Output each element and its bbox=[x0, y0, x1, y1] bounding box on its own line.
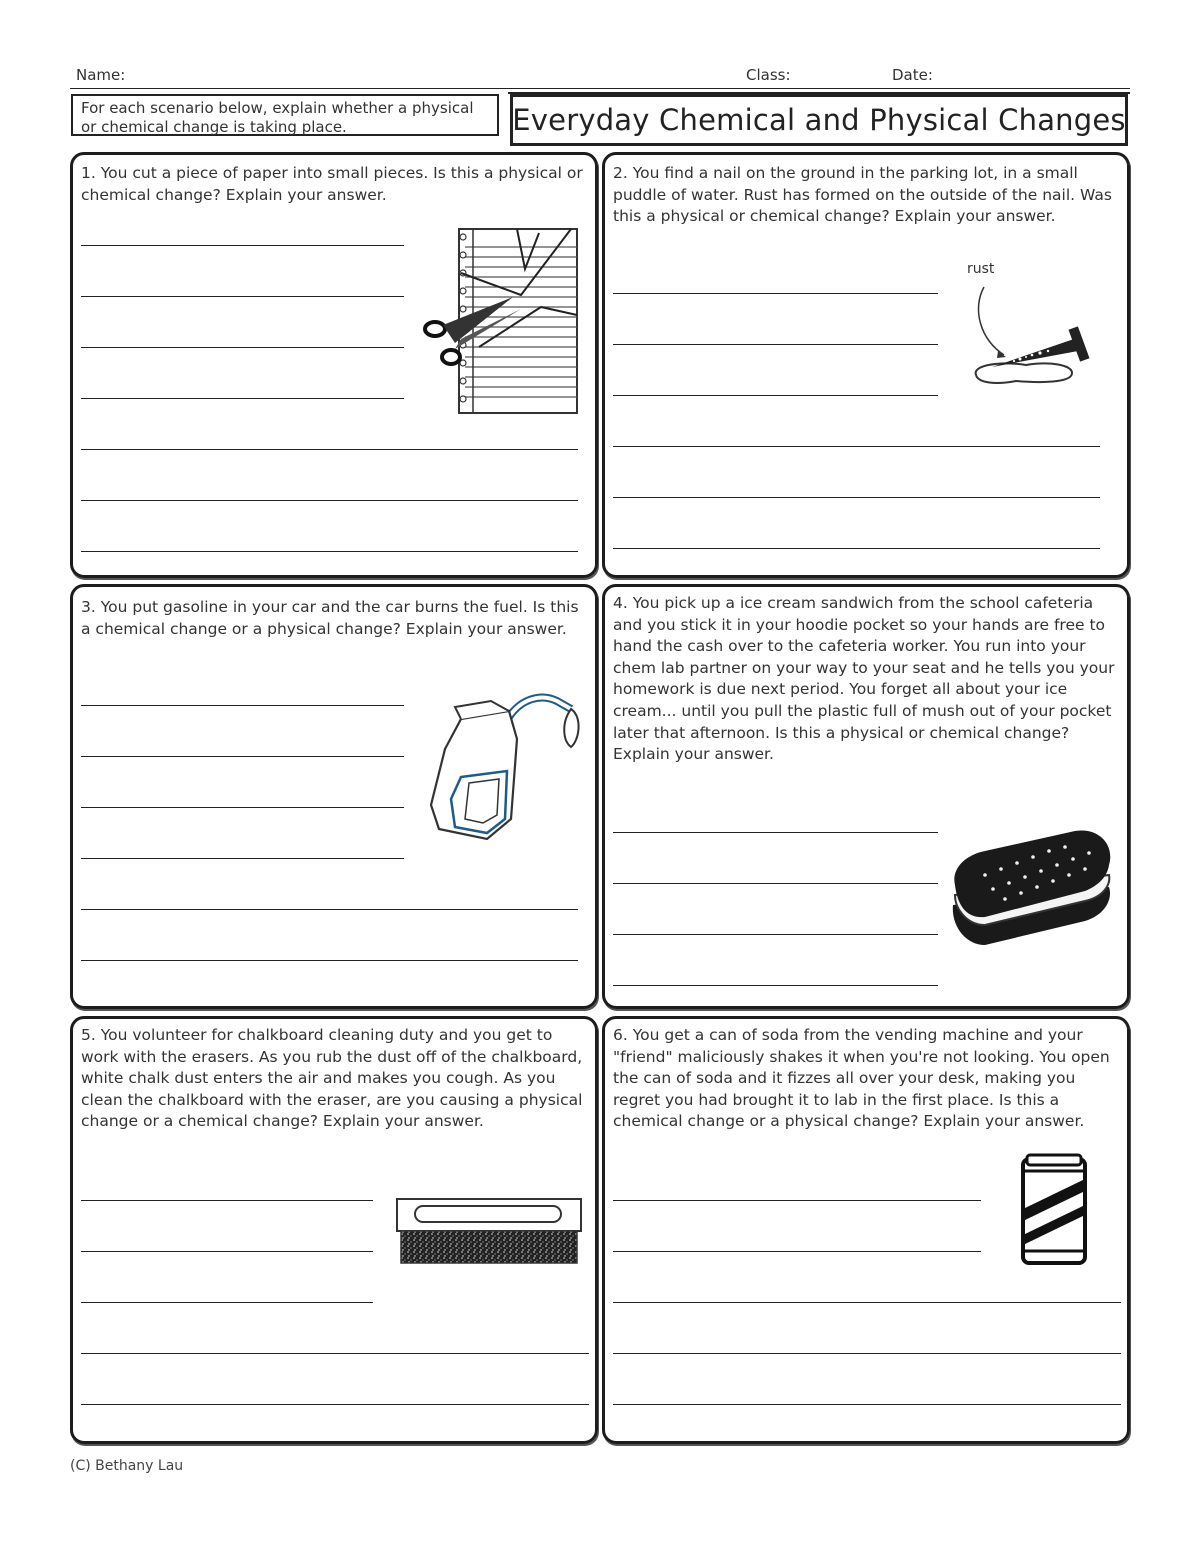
answer-line[interactable] bbox=[613, 985, 938, 986]
answer-line[interactable] bbox=[81, 1302, 373, 1303]
instructions-text: For each scenario below, explain whether a physical or chemical change is taking place. bbox=[81, 99, 474, 136]
class-date-field-line[interactable] bbox=[676, 88, 1130, 89]
answer-line[interactable] bbox=[613, 934, 938, 935]
question-panel-6 bbox=[602, 1016, 1130, 1444]
answer-line[interactable] bbox=[81, 347, 404, 348]
answer-line[interactable] bbox=[81, 500, 578, 501]
question-3-text: 3. You put gasoline in your car and the car burns the fuel. Is this a chemical change or a physical change? Explain your answer. bbox=[81, 598, 579, 638]
question-panel-3 bbox=[70, 584, 598, 1009]
question-6-text: 6. You get a can of soda from the vending machine and your "friend" maliciously shakes it when you're not looking. You open the can of soda and it fizzes all over your desk, making you regret you had brought it to lab in the first place. Is this a chemical change or a physical change? Explain your answer. bbox=[613, 1026, 1110, 1131]
answer-line[interactable] bbox=[81, 807, 404, 808]
answer-line[interactable] bbox=[613, 1200, 981, 1201]
name-field-line[interactable] bbox=[70, 88, 676, 89]
rust-label: rust bbox=[967, 261, 995, 277]
question-1-text: 1. You cut a piece of paper into small pieces. Is this a physical or chemical change? Explain your answer. bbox=[81, 164, 583, 204]
answer-line[interactable] bbox=[613, 832, 938, 833]
answer-line[interactable] bbox=[613, 395, 938, 396]
question-panel-1 bbox=[70, 152, 598, 578]
answer-line[interactable] bbox=[81, 245, 404, 246]
answer-line[interactable] bbox=[613, 1302, 1121, 1303]
question-2-text: 2. You find a nail on the ground in the parking lot, in a small puddle of water. Rust has formed on the outside of the nail. Was this a physical or chemical change? Explain your answer. bbox=[613, 164, 1112, 226]
worksheet-title-box bbox=[510, 94, 1128, 146]
question-panel-5 bbox=[70, 1016, 598, 1444]
question-5-text: 5. You volunteer for chalkboard cleaning duty and you get to work with the erasers. As you rub the dust off of the chalkboard, white chalk dust enters the air and makes you cough. As you clean the chalkboard with the eraser, are you causing a physical change or a chemical change? Explain your answer. bbox=[81, 1026, 583, 1131]
answer-line[interactable] bbox=[81, 756, 404, 757]
answer-line[interactable] bbox=[81, 1353, 589, 1354]
soda-can-icon bbox=[1017, 1153, 1091, 1267]
answer-line[interactable] bbox=[81, 449, 578, 450]
scissors-paper-icon bbox=[421, 225, 583, 417]
chalkboard-eraser-icon bbox=[395, 1197, 583, 1267]
answer-line[interactable] bbox=[613, 1251, 981, 1252]
answer-line[interactable] bbox=[81, 296, 404, 297]
answer-line[interactable] bbox=[81, 705, 404, 706]
instructions-box bbox=[71, 94, 499, 136]
answer-line[interactable] bbox=[613, 883, 938, 884]
answer-line[interactable] bbox=[613, 446, 1100, 447]
worksheet-title: Everyday Chemical and Physical Changes bbox=[512, 103, 1126, 137]
answer-line[interactable] bbox=[613, 293, 938, 294]
answer-line[interactable] bbox=[81, 1200, 373, 1201]
copyright-footer: (C) Bethany Lau bbox=[70, 1458, 184, 1474]
rusty-nail-icon bbox=[970, 281, 1106, 391]
answer-line[interactable] bbox=[81, 960, 578, 961]
class-label: Class: bbox=[746, 66, 791, 84]
question-panel-2 bbox=[602, 152, 1130, 578]
answer-line[interactable] bbox=[81, 858, 404, 859]
name-label: Name: bbox=[76, 66, 126, 84]
answer-line[interactable] bbox=[81, 1251, 373, 1252]
answer-line[interactable] bbox=[81, 551, 578, 552]
answer-line[interactable] bbox=[81, 398, 404, 399]
ice-cream-sandwich-icon bbox=[945, 825, 1121, 955]
gas-pump-nozzle-icon bbox=[421, 687, 585, 847]
answer-line[interactable] bbox=[81, 1404, 589, 1405]
answer-line[interactable] bbox=[613, 1404, 1121, 1405]
answer-line[interactable] bbox=[613, 548, 1100, 549]
question-panel-4 bbox=[602, 584, 1130, 1009]
answer-line[interactable] bbox=[613, 497, 1100, 498]
date-label: Date: bbox=[892, 66, 933, 84]
answer-line[interactable] bbox=[613, 344, 938, 345]
question-4-text: 4. You pick up a ice cream sandwich from the school cafeteria and you stick it in your hoodie pocket so your hands are free to hand the cash over to the cafeteria worker. You run into your chem lab partner on your way to your seat and he tells you your homework is due next period. You forget all about your ice cream... until you pull the plastic full of mush out of your pocket later that afternoon. Is this a physical or chemical change? Explain your answer. bbox=[613, 594, 1115, 764]
answer-line[interactable] bbox=[613, 1353, 1121, 1354]
answer-line[interactable] bbox=[81, 909, 578, 910]
